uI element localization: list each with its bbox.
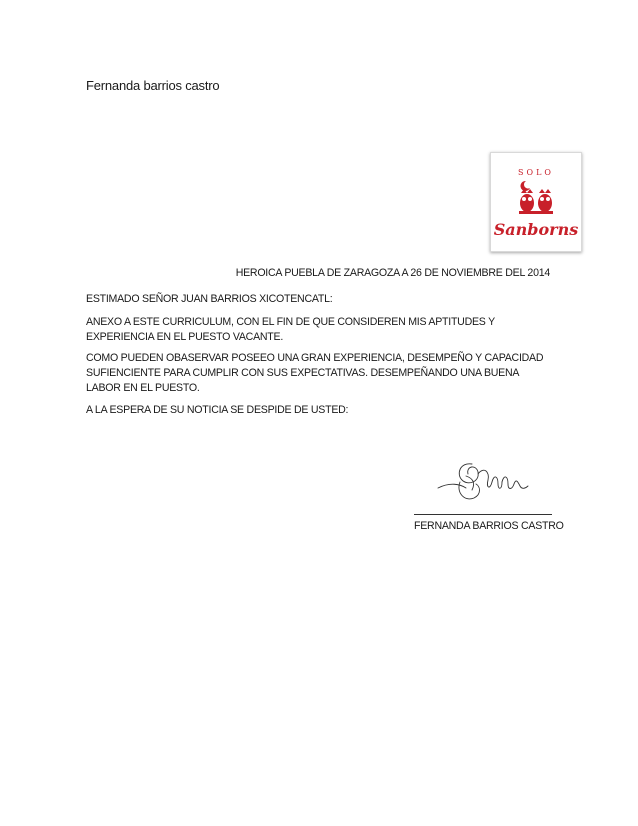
owl-icon xyxy=(519,181,553,214)
signatory-name: FERNANDA BARRIOS CASTRO xyxy=(414,520,564,532)
greeting: ESTIMADO SEÑOR JUAN BARRIOS XICOTENCATL: xyxy=(86,293,333,305)
sanborns-logo xyxy=(490,152,582,252)
paragraph-2: COMO PUEDEN OBASERVAR POSEEO UNA GRAN EXPERIENCIA, DESEMPEÑO Y CAPACIDAD SUFIENCIENTE PARA CUMPLIR CON SUS EXPECTATIVAS. DESEMPEÑANDO UNA BUENA LABOR EN EL PUESTO. xyxy=(86,352,544,394)
signature-line xyxy=(414,514,552,515)
sender-name: Fernanda barrios castro xyxy=(86,78,220,93)
date-line: HEROICA PUEBLA DE ZARAGOZA A 26 DE NOVIEMBRE DEL 2014 xyxy=(235,267,550,279)
paragraph-1: ANEXO A ESTE CURRICULUM, CON EL FIN DE QUE CONSIDEREN MIS APTITUDES Y EXPERIENCIA EN EL PUESTO VACANTE. xyxy=(86,316,495,343)
closing-line: A LA ESPERA DE SU NOTICIA SE DESPIDE DE USTED: xyxy=(86,404,349,416)
logo-brand-text: Sanborns xyxy=(493,220,579,239)
signature-block xyxy=(414,452,564,532)
logo-top-text: SOLO xyxy=(518,168,554,177)
handwritten-signature xyxy=(414,452,552,512)
